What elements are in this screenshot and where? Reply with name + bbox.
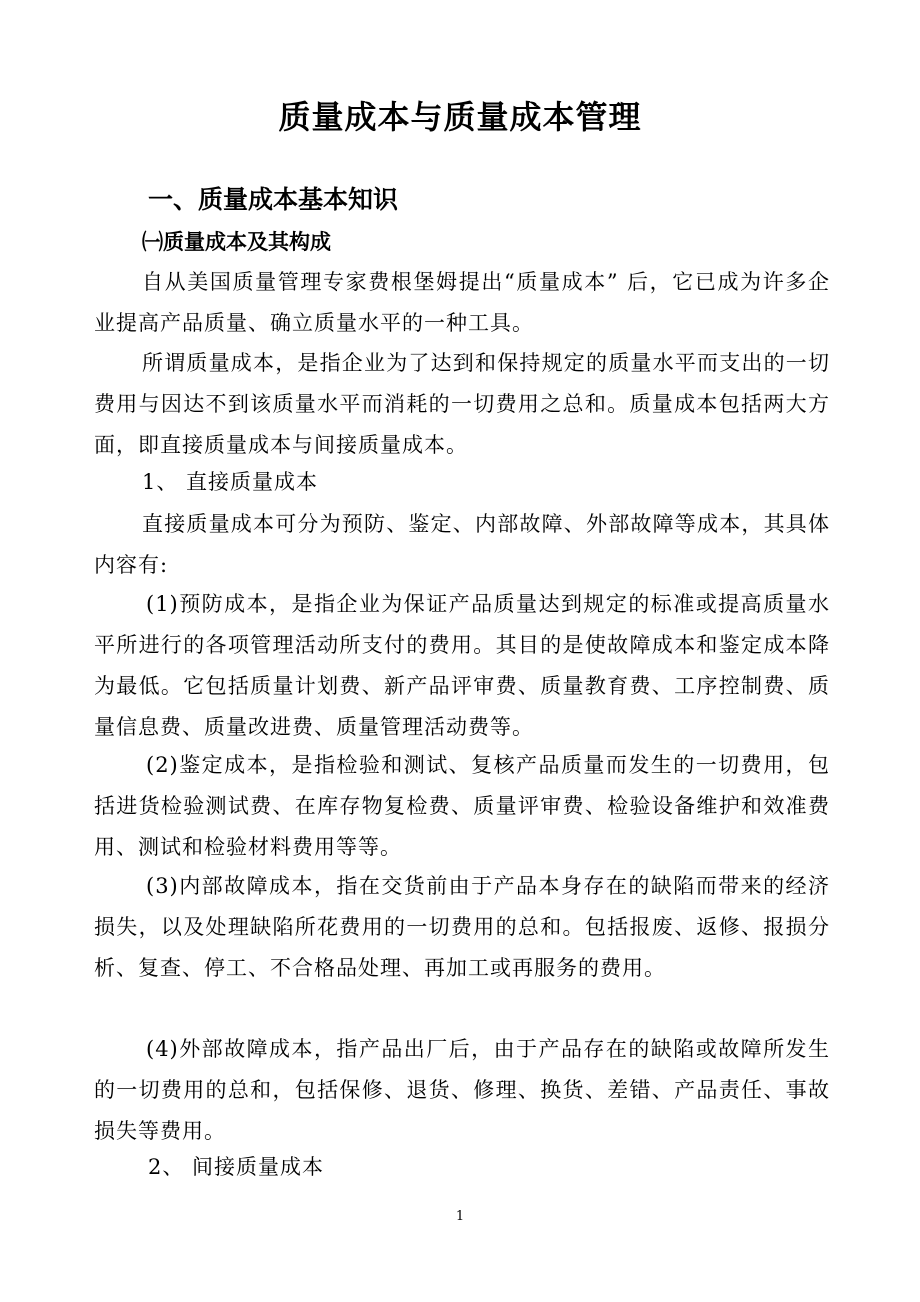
document-title: 质量成本与质量成本管理 xyxy=(278,98,642,136)
list-item-prevention-cost: (1)预防成本，是指企业为保证产品质量达到规定的标准或提高质量水平所进行的各项管理活动所支付的费用。其目的是使故障成本和鉴定成本降为最低。它包括质量计划费、新产品评审费、质量教育费、工序控制费、质量信息费、质量改进费、质量管理活动费等。 xyxy=(94,592,830,739)
subsection-heading: ㈠质量成本及其构成 xyxy=(142,229,331,254)
indirect-cost-heading: 2、 间接质量成本 xyxy=(148,1155,325,1179)
list-item-external-failure-cost: (4)外部故障成本，指产品出厂后，由于产品存在的缺陷或故障所发生的一切费用的总和，包括保修、退货、修理、换货、差错、产品责任、事故损失等费用。 xyxy=(94,1037,830,1143)
direct-cost-heading: 1、 直接质量成本 xyxy=(142,470,319,494)
paragraph-intro: 自从美国质量管理专家费根堡姆提出“质量成本” 后，它已成为许多企业提高产品质量、确立质量水平的一种工具。 xyxy=(94,270,830,335)
paragraph-direct-cost: 直接质量成本可分为预防、鉴定、内部故障、外部故障等成本，其具体内容有: xyxy=(94,512,830,577)
list-item-internal-failure-cost: (3)内部故障成本，指在交货前由于产品本身存在的缺陷而带来的经济损失，以及处理缺陷所花费用的一切费用的总和。包括报废、返修、报损分析、复查、停工、不合格品处理、再加工或再服务的费用。 xyxy=(94,874,830,980)
section-heading: 一、质量成本基本知识 xyxy=(148,185,399,214)
page-number: 1 xyxy=(455,1209,465,1224)
paragraph-definition: 所谓质量成本，是指企业为了达到和保持规定的质量水平而支出的一切费用与因达不到该质量水平而消耗的一切费用之总和。质量成本包括两大方面，即直接质量成本与间接质量成本。 xyxy=(94,351,830,457)
list-item-appraisal-cost: (2)鉴定成本，是指检验和测试、复核产品质量而发生的一切费用，包括进货检验测试费、在库存物复检费、质量评审费、检验设备维护和效准费用、测试和检验材料费用等等。 xyxy=(94,753,830,859)
